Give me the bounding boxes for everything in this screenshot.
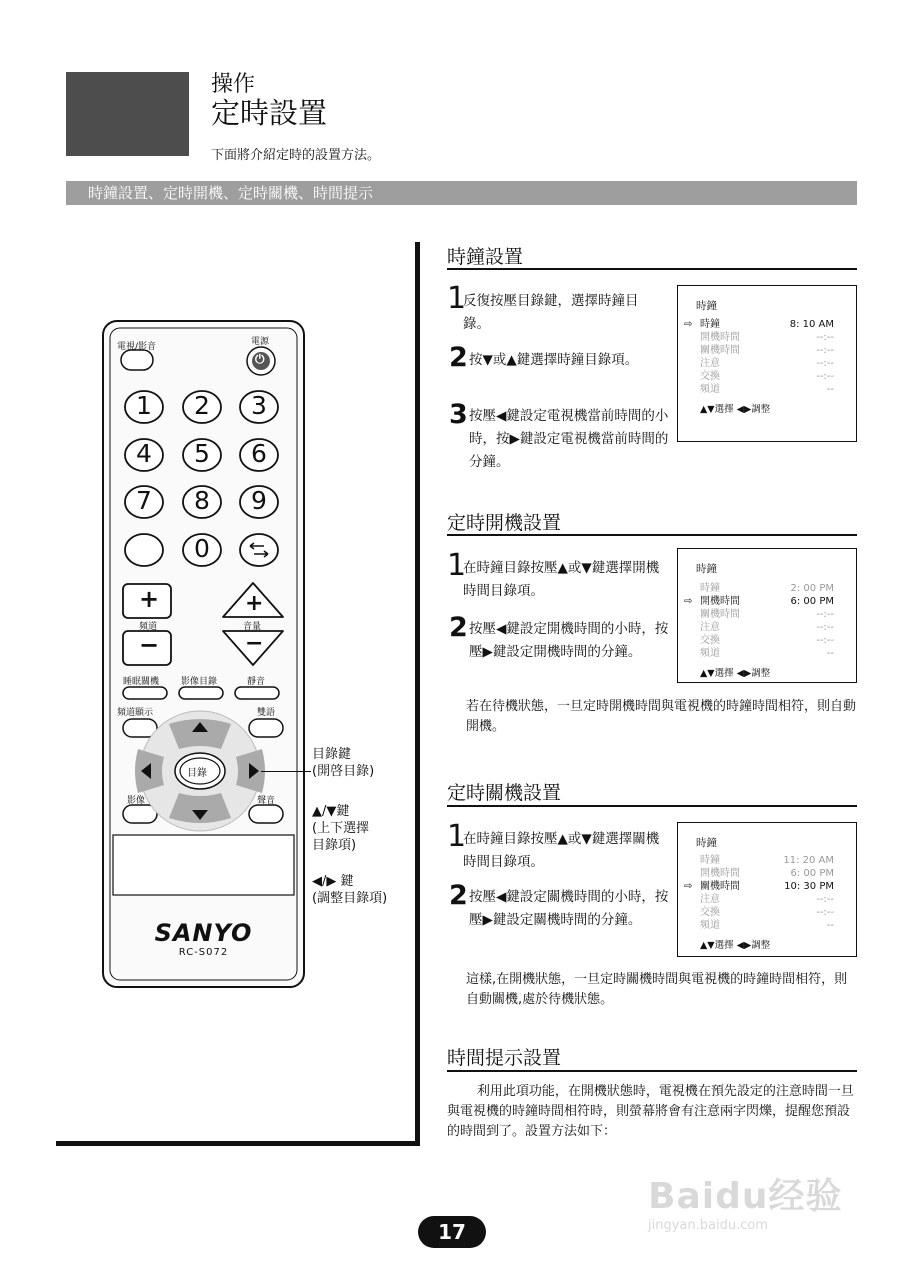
label-power: 電源 bbox=[251, 337, 270, 347]
section-title-off-timer: 定時關機設置 bbox=[447, 782, 562, 804]
step-text: 按▼或▲鍵選擇時鐘目錄項。 bbox=[469, 352, 639, 368]
page-number: 17 bbox=[418, 1216, 486, 1248]
brand-logo: SANYO bbox=[154, 919, 253, 947]
label-sound: 聲音 bbox=[257, 796, 276, 806]
watermark-logo: Baidu经验 bbox=[648, 1176, 843, 1217]
menu-title: 時鐘 bbox=[696, 300, 717, 312]
digit-3: 3 bbox=[251, 391, 267, 420]
step-number: 1 bbox=[447, 819, 467, 854]
section-rule bbox=[447, 805, 857, 807]
remote-control bbox=[101, 319, 306, 989]
on-timer-note: 若在待機狀態，一旦定時開機時間與電視機的時鐘時間相符，則自動開機。 bbox=[466, 699, 857, 734]
label-volume: 音量 bbox=[243, 622, 262, 632]
label-mute: 靜音 bbox=[247, 677, 266, 687]
selected-arrow-icon: ⇨ bbox=[684, 319, 693, 330]
label-sleep: 睡眠關機 bbox=[123, 677, 160, 687]
menu-title: 時鐘 bbox=[696, 563, 717, 575]
minus-icon: − bbox=[139, 631, 160, 659]
label-picture-menu: 影像目錄 bbox=[181, 677, 218, 687]
step-text: 按壓◀鍵設定開機時間的小時，按壓▶鍵設定開機時間的分鐘。 bbox=[469, 621, 669, 660]
section-rule bbox=[447, 1070, 857, 1072]
menu-box-clock bbox=[677, 285, 857, 442]
step-text: 反復按壓目錄鍵，選擇時鐘目錄。 bbox=[463, 293, 639, 332]
menu-row: 開機時間 6: 00 PM bbox=[700, 868, 834, 879]
menu-box-on-timer bbox=[677, 548, 857, 683]
digit-4: 4 bbox=[136, 439, 152, 468]
off-timer-note: 這樣,在開機狀態，一旦定時關機時間與電視機的時鐘時間相符，則自動關機,處於待機狀態。 bbox=[466, 972, 848, 1007]
volume-plus-icon: + bbox=[245, 591, 264, 616]
callout-leftright-key: ◀/▶ 鍵 (調整目錄項) bbox=[312, 874, 388, 906]
digit-1: 1 bbox=[136, 391, 152, 420]
horizontal-divider bbox=[56, 1141, 420, 1146]
volume-minus-icon: − bbox=[245, 631, 264, 656]
menu-footer: ▲▼選擇 ◀▶調整 bbox=[700, 404, 771, 415]
label-menu-button: 目錄 bbox=[187, 768, 207, 779]
menu-footer: ▲▼選擇 ◀▶調整 bbox=[700, 668, 771, 679]
watermark-url: jingyan.baidu.com bbox=[648, 1218, 768, 1233]
selected-arrow-icon: ⇨ bbox=[684, 881, 693, 892]
menu-footer: ▲▼選擇 ◀▶調整 bbox=[700, 940, 771, 951]
menu-row: 頻道 -- bbox=[700, 384, 834, 395]
menu-row: 頻道 -- bbox=[700, 648, 834, 659]
model-number: RC-S072 bbox=[178, 947, 229, 958]
label-channel: 頻道 bbox=[139, 622, 158, 632]
menu-row: 交換 --:-- bbox=[700, 635, 834, 646]
menu-row: 交換 --:-- bbox=[700, 371, 834, 382]
label-tv-av: 電視/影音 bbox=[117, 342, 157, 352]
menu-row: 時鐘 11: 20 AM bbox=[700, 855, 834, 866]
selected-arrow-icon: ⇨ bbox=[684, 596, 693, 607]
menu-row: ⇨ 關機時間 10: 30 PM bbox=[684, 881, 834, 892]
reminder-text: 利用此項功能，在開機狀態時，電視機在預先設定的注意時間一旦與電視機的時鐘時間相符時，則螢幕將會有注意兩字閃爍，提醒您預設的時間到了。設置方法如下： bbox=[447, 1084, 854, 1139]
header-block bbox=[66, 72, 189, 156]
menu-row: ⇨ 時鐘 8: 10 AM bbox=[684, 319, 834, 330]
digit-5: 5 bbox=[194, 439, 210, 468]
power-icon: ⏻ bbox=[255, 352, 265, 366]
menu-box-off-timer bbox=[677, 822, 857, 957]
digit-2: 2 bbox=[194, 391, 210, 420]
menu-row: 注意 --:-- bbox=[700, 894, 834, 905]
callout-line bbox=[261, 771, 311, 772]
menu-row: 時鐘 2: 00 PM bbox=[700, 583, 834, 594]
digit-0: 0 bbox=[194, 534, 210, 563]
callout-updown-key: ▲/▼鍵 (上下選擇 目錄項) bbox=[312, 804, 370, 853]
intro-text: 下面將介紹定時的設置方法。 bbox=[211, 148, 381, 163]
header-category: 操作 bbox=[211, 72, 256, 97]
digit-6: 6 bbox=[251, 439, 267, 468]
section-bar: 時鐘設置、定時開機、定時關機、時間提示 bbox=[66, 181, 857, 205]
section-title-on-timer: 定時開機設置 bbox=[447, 512, 562, 534]
step-text: 按壓◀鍵設定關機時間的小時，按壓▶鍵設定關機時間的分鐘。 bbox=[469, 889, 669, 928]
step-number: 1 bbox=[447, 281, 467, 316]
menu-row: 開機時間 --:-- bbox=[700, 332, 834, 343]
section-rule bbox=[447, 268, 857, 270]
section-title-reminder: 時間提示設置 bbox=[447, 1047, 562, 1069]
menu-row: 交換 --:-- bbox=[700, 907, 834, 918]
menu-row: 注意 --:-- bbox=[700, 358, 834, 369]
label-picture: 影像 bbox=[127, 796, 146, 806]
digit-7: 7 bbox=[136, 486, 152, 515]
menu-row: 注意 --:-- bbox=[700, 622, 834, 633]
step-text: 在時鐘目錄按壓▲或▼鍵選擇關機時間目錄項。 bbox=[463, 831, 660, 870]
step-text: 按壓◀鍵設定電視機當前時間的小時，按▶鍵設定電視機當前時間的分鐘。 bbox=[469, 408, 669, 470]
menu-row: 關機時間 --:-- bbox=[700, 609, 834, 620]
step-text: 在時鐘目錄按壓▲或▼鍵選擇開機時間目錄項。 bbox=[463, 560, 660, 599]
step-number: 2 bbox=[449, 342, 468, 373]
section-rule bbox=[447, 534, 857, 536]
step-number: 2 bbox=[449, 612, 468, 643]
menu-row: ⇨ 開機時間 6: 00 PM bbox=[684, 596, 834, 607]
label-bilingual: 雙語 bbox=[257, 708, 276, 718]
plus-icon: + bbox=[139, 585, 160, 613]
menu-row: 關機時間 --:-- bbox=[700, 345, 834, 356]
section-title-clock: 時鐘設置 bbox=[447, 246, 524, 268]
tv-av-button-shape bbox=[121, 350, 153, 370]
callout-menu-key: 目錄鍵 (開啓目錄) bbox=[312, 747, 375, 779]
step-number: 3 bbox=[449, 399, 468, 430]
digit-9: 9 bbox=[251, 486, 267, 515]
menu-row: 頻道 -- bbox=[700, 920, 834, 931]
step-number: 1 bbox=[447, 548, 467, 583]
digit-8: 8 bbox=[194, 486, 210, 515]
menu-title: 時鐘 bbox=[696, 837, 717, 849]
label-channel-display: 頻道顯示 bbox=[117, 708, 154, 718]
vertical-divider bbox=[415, 242, 420, 1146]
step-number: 2 bbox=[449, 880, 468, 911]
page-title: 定時設置 bbox=[211, 96, 328, 130]
